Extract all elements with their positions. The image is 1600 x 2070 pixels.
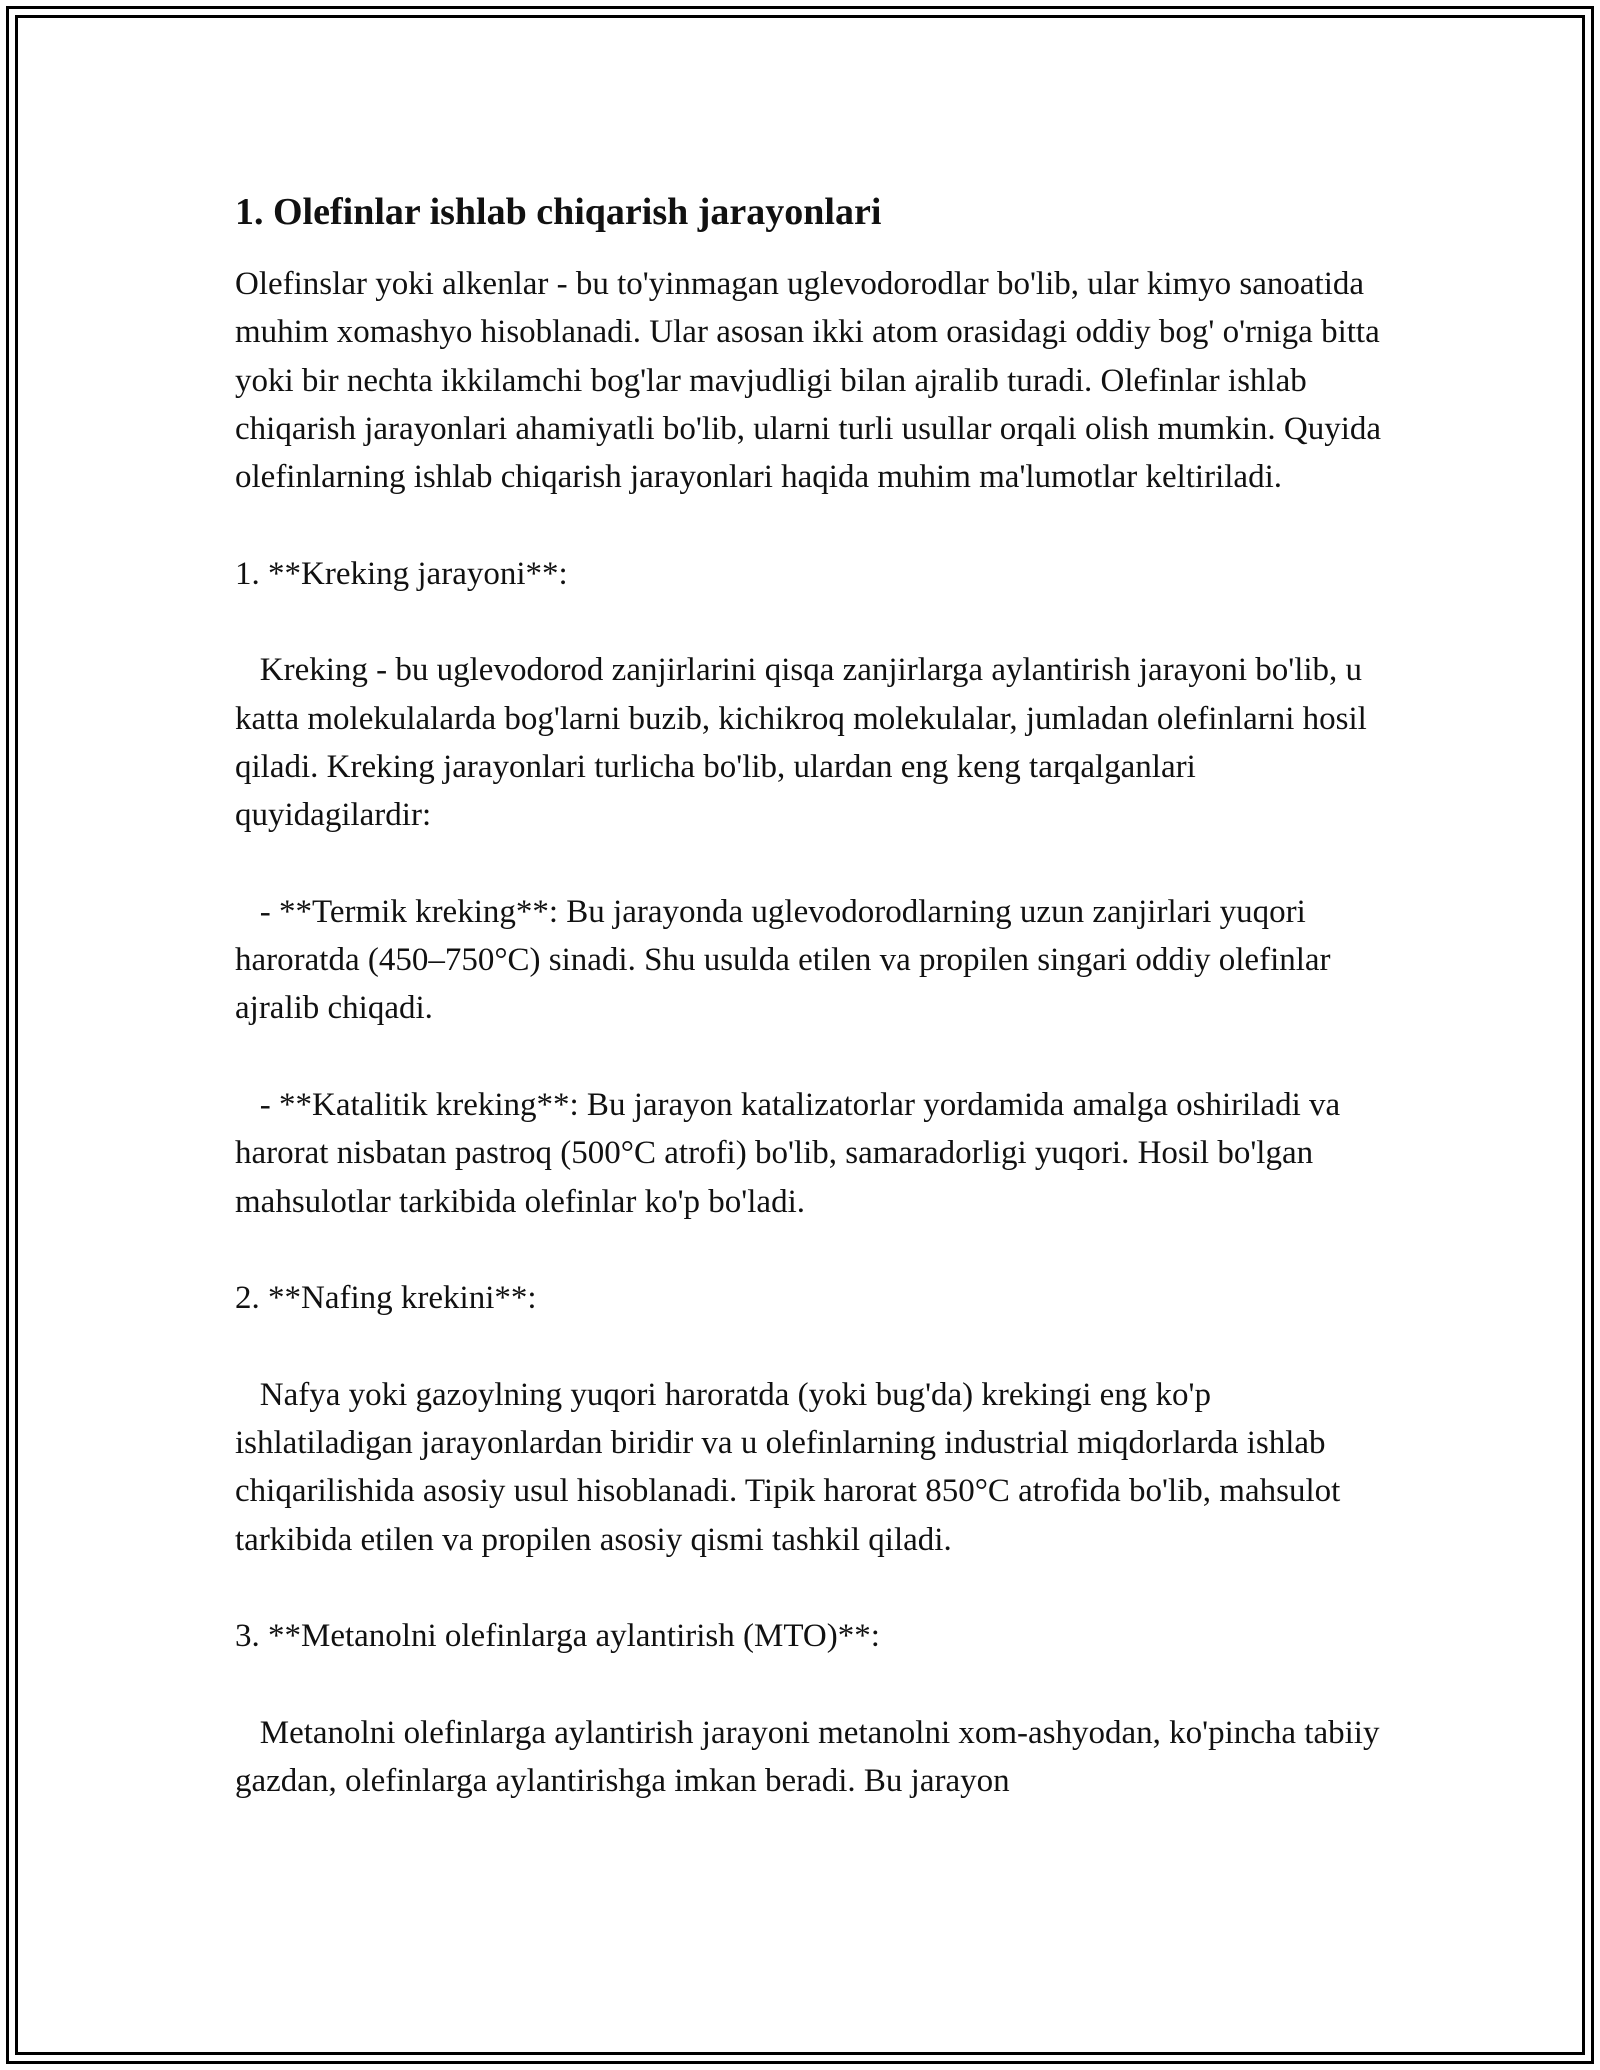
katalitik-kreking-item: - **Katalitik kreking**: Bu jarayon katalizatorlar yordamida amalga oshiriladi va harorat nisbatan pastroq (500°C atrofi) bo'lib, samaradorligi yuqori. Hosil bo'lgan mahsulotlar tarkibida olefinlar ko'p bo'ladi. (235, 1087, 1349, 1220)
document-title: 1. Olefinlar ishlab chiqarish jarayonlari (235, 191, 882, 233)
termik-kreking-item: - **Termik kreking**: Bu jarayonda uglevodorodlarning uzun zanjirlari yuqori haroratda (450–750°C) sinadi. Shu usulda etilen va propilen singari oddiy olefinlar ajralib chiqadi. (235, 893, 1339, 1027)
paragraph-spacer (235, 1661, 1385, 1709)
paragraph-spacer (235, 501, 1385, 549)
paragraph-spacer (235, 1226, 1385, 1274)
paragraph-spacer (235, 840, 1385, 888)
paragraph-spacer (235, 598, 1385, 646)
intro-paragraph: Olefinslar yoki alkenlar - bu to'yinmagan uglevodorodlar bo'lib, ular kimyo sanoatida muhim xomashyo hisoblanadi. Ular asosan ikki atom orasidagi oddiy bog' o'rniga bitta yoki bir nechta ikkilamchi bog'lar mavjudligi bilan ajralib turadi. Olefinlar ishlab chiqarish jarayonlari ahamiyatli bo'lib, ularni turli usullar orqali olish mumkin. Quyida olefinlarning ishlab chiqarish jarayonlari haqida muhim ma'lumotlar keltiriladi. (235, 266, 1390, 496)
mto-paragraph: Metanolni olefinlarga aylantirish jarayoni metanolni xom-ashyodan, ko'pincha tabiiy gazdan, olefinlarga aylantirishga imkan beradi. Bu jarayon (235, 1714, 1388, 1800)
section-heading-nafing: 2. **Nafing krekini**: (235, 1280, 537, 1317)
nafing-paragraph: Nafya yoki gazoylning yuqori haroratda (yoki bug'da) krekingi eng ko'p ishlatiladigan jarayonlardan biridir va u olefinlarning industrial miqdorlarda ishlab chiqarilishida asosiy usul hisoblanadi. Tipik harorat 850°C atrofida bo'lib, mahsulot tarkibida etilen va propilen asosiy qismi tashkil qiladi. (235, 1376, 1349, 1558)
section-heading-kreking: 1. **Kreking jarayoni**: (235, 555, 568, 592)
paragraph-spacer (235, 1323, 1385, 1371)
section-heading-mto: 3. **Metanolni olefinlarga aylantirish (MTO)**: (235, 1618, 880, 1655)
document-body (235, 188, 1390, 1806)
paragraph-spacer (235, 1564, 1385, 1612)
kreking-paragraph: Kreking - bu uglevodorod zanjirlarini qisqa zanjirlarga aylantirish jarayoni bo'lib, u katta molekulalarda bog'larni buzib, kichikroq molekulalar, jumladan olefinlarni hosil qiladi. Kreking jarayonlari turlicha bo'lib, ulardan eng keng tarqalganlari quyidagilardir: (235, 652, 1376, 834)
paragraph-spacer (235, 1033, 1385, 1081)
